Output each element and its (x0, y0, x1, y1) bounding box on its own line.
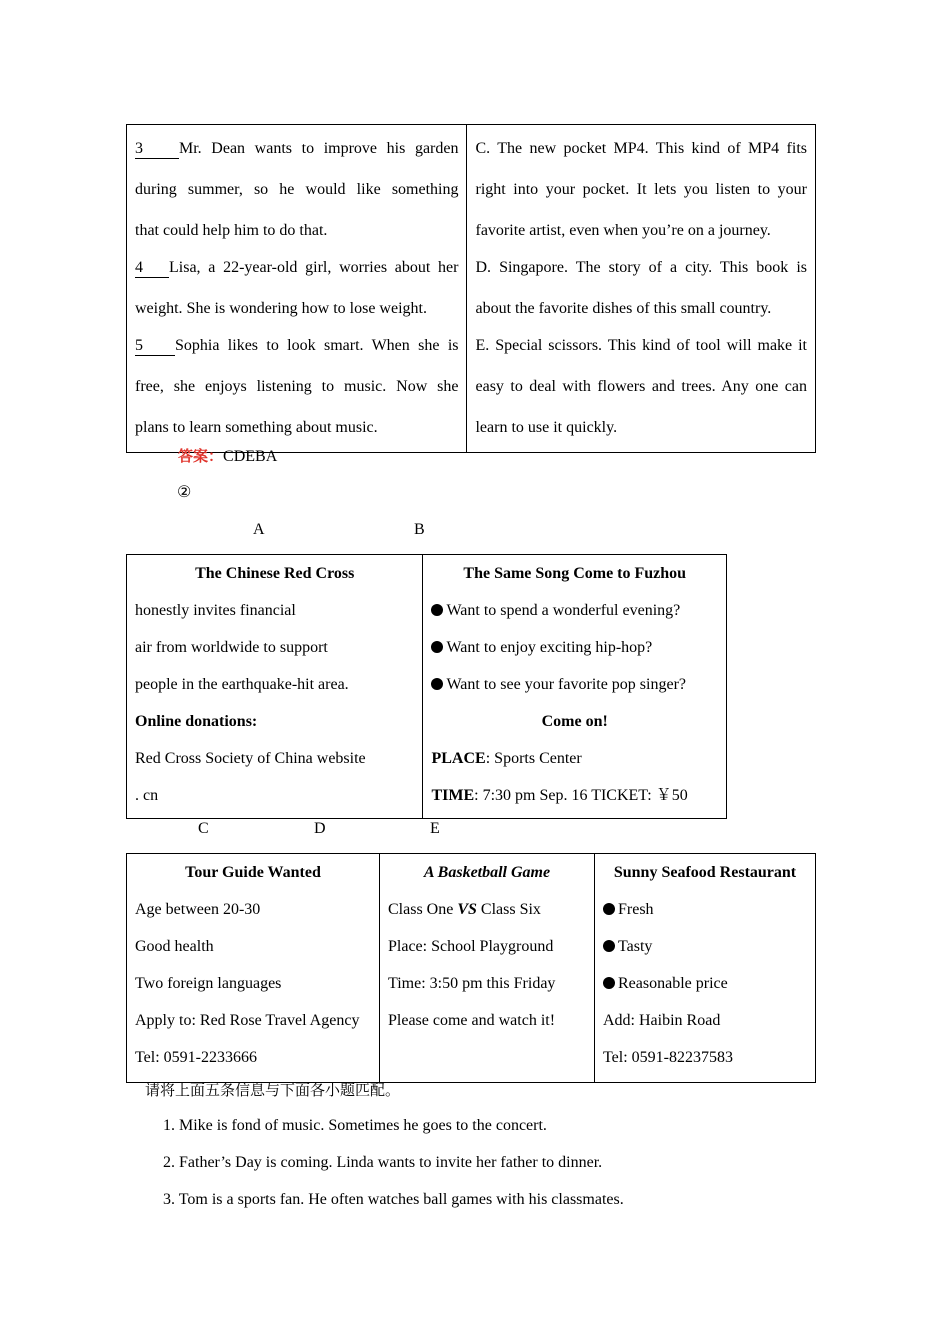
card-c-line-1: Age between 20-30 (135, 901, 261, 918)
person-3-line-3: that could help him to do that. (135, 222, 328, 239)
card-c-line-5: Tel: 0591-2233666 (135, 1049, 257, 1066)
label-e: E (430, 820, 440, 837)
person-4-line-2: weight. She is wondering how to lose weight. (135, 300, 427, 317)
person-item-3 (135, 128, 458, 251)
person-3-line-1: Mr. Dean wants to improve his garden (179, 140, 459, 157)
card-c-line-2: Good health (135, 938, 214, 955)
item-d (475, 247, 807, 329)
card-e-bullet-1: Fresh (603, 891, 807, 928)
item-e-line-2: easy to deal with flowers and trees. Any one can (475, 378, 807, 395)
card-a-website-line-1: Red Cross Society of China website (135, 750, 366, 767)
card-d (380, 854, 595, 1083)
bullet-icon (431, 604, 443, 616)
bullet-icon (431, 678, 443, 690)
bullet-icon (431, 641, 443, 653)
card-e-line-1: Add: Haibin Road (603, 1012, 721, 1029)
card-a-website-line-2: . cn (135, 787, 159, 804)
bullet-icon (603, 977, 615, 989)
people-column (127, 125, 467, 453)
card-d-line-2: Time: 3:50 pm this Friday (388, 975, 556, 992)
card-b-place: PLACE: Sports Center (431, 750, 582, 767)
item-d-line-2: about the favorite dishes of this small country. (475, 300, 772, 317)
card-c (127, 854, 380, 1083)
card-d-title: A Basketball Game (423, 864, 551, 881)
card-b-bullet-3: Want to see your favorite pop singer? (431, 666, 718, 703)
card-e-line-2: Tel: 0591-82237583 (603, 1049, 733, 1066)
question-3: 3. Tom is a sports fan. He often watches ball games with his classmates. (163, 1191, 624, 1208)
person-5-line-1: Sophia likes to look smart. When she is (175, 337, 459, 354)
card-c-title: Tour Guide Wanted (185, 864, 321, 881)
bullet-icon (603, 903, 615, 915)
label-c: C (198, 820, 209, 837)
card-e-bullet-3: Reasonable price (603, 965, 807, 1002)
person-4-line-1: Lisa, a 22-year-old girl, worries about her (169, 259, 459, 276)
item-e-line-3: learn to use it quickly. (475, 419, 618, 436)
card-c-line-3: Two foreign languages (135, 975, 282, 992)
card-b-bullet-2: Want to enjoy exciting hip-hop? (431, 629, 718, 666)
card-b-title: The Same Song Come to Fuzhou (463, 565, 687, 582)
item-c-line-3: favorite artist, even when you’re on a journey. (475, 222, 771, 239)
card-a-line-3: people in the earthquake-hit area. (135, 676, 349, 693)
card-a-line-2: air from worldwide to support (135, 639, 328, 656)
card-e-title: Sunny Seafood Restaurant (613, 864, 797, 881)
person-5-line-3: plans to learn something about music. (135, 419, 378, 436)
bullet-icon (603, 940, 615, 952)
card-a-title: The Chinese Red Cross (195, 565, 355, 582)
card-a (127, 555, 423, 819)
card-b (423, 555, 727, 819)
answer-line (178, 446, 277, 467)
items-column (467, 125, 816, 453)
label-d: D (314, 820, 326, 837)
card-d-line-1: Place: School Playground (388, 938, 554, 955)
blank-3: 3 (135, 140, 179, 159)
card-d-line-3: Please come and watch it! (388, 1012, 556, 1029)
answer-label: 答案： (178, 447, 224, 465)
person-item-5 (135, 325, 458, 448)
card-e-bullet-2: Tasty (603, 928, 807, 965)
card-d-vs-line: Class One VS Class Six (388, 901, 541, 918)
card-b-time: TIME: 7:30 pm Sep. 16 TICKET: ￥50 (431, 787, 688, 804)
blank-5: 5 (135, 337, 175, 356)
card-a-online-label: Online donations: (135, 713, 258, 730)
instruction: 请将上面五条信息与下面各小题匹配。 (145, 1081, 401, 1099)
question-1: 1. Mike is fond of music. Sometimes he goes to the concert. (163, 1117, 547, 1134)
card-b-come-on: Come on! (541, 713, 608, 730)
item-d-line-1: D. Singapore. The story of a city. This book is (475, 259, 807, 276)
person-3-line-2: during summer, so he would like something (135, 181, 459, 198)
item-c-line-2: right into your pocket. It lets you listen to your (475, 181, 807, 198)
answer-value: CDEBA (223, 448, 278, 465)
item-c (475, 128, 807, 251)
item-c-line-1: C. The new pocket MP4. This kind of MP4 fits (475, 140, 807, 157)
person-item-4 (135, 247, 458, 329)
label-b: B (414, 521, 425, 538)
item-e (475, 325, 807, 448)
card-b-bullet-1: Want to spend a wonderful evening? (431, 592, 718, 629)
matching-table-1 (126, 124, 816, 453)
person-5-line-2: free, she enjoys listening to music. Now she (135, 378, 459, 395)
section-number: ② (177, 484, 192, 501)
item-e-line-1: E. Special scissors. This kind of tool will make it (475, 337, 807, 354)
card-c-line-4: Apply to: Red Rose Travel Agency (135, 1012, 360, 1029)
blank-4: 4 (135, 259, 169, 278)
notice-table-cde (126, 853, 816, 1083)
card-a-line-1: honestly invites financial (135, 602, 296, 619)
card-e (595, 854, 816, 1083)
notice-table-ab (126, 554, 727, 819)
question-2: 2. Father’s Day is coming. Linda wants to invite her father to dinner. (163, 1154, 603, 1171)
label-a: A (253, 521, 265, 538)
